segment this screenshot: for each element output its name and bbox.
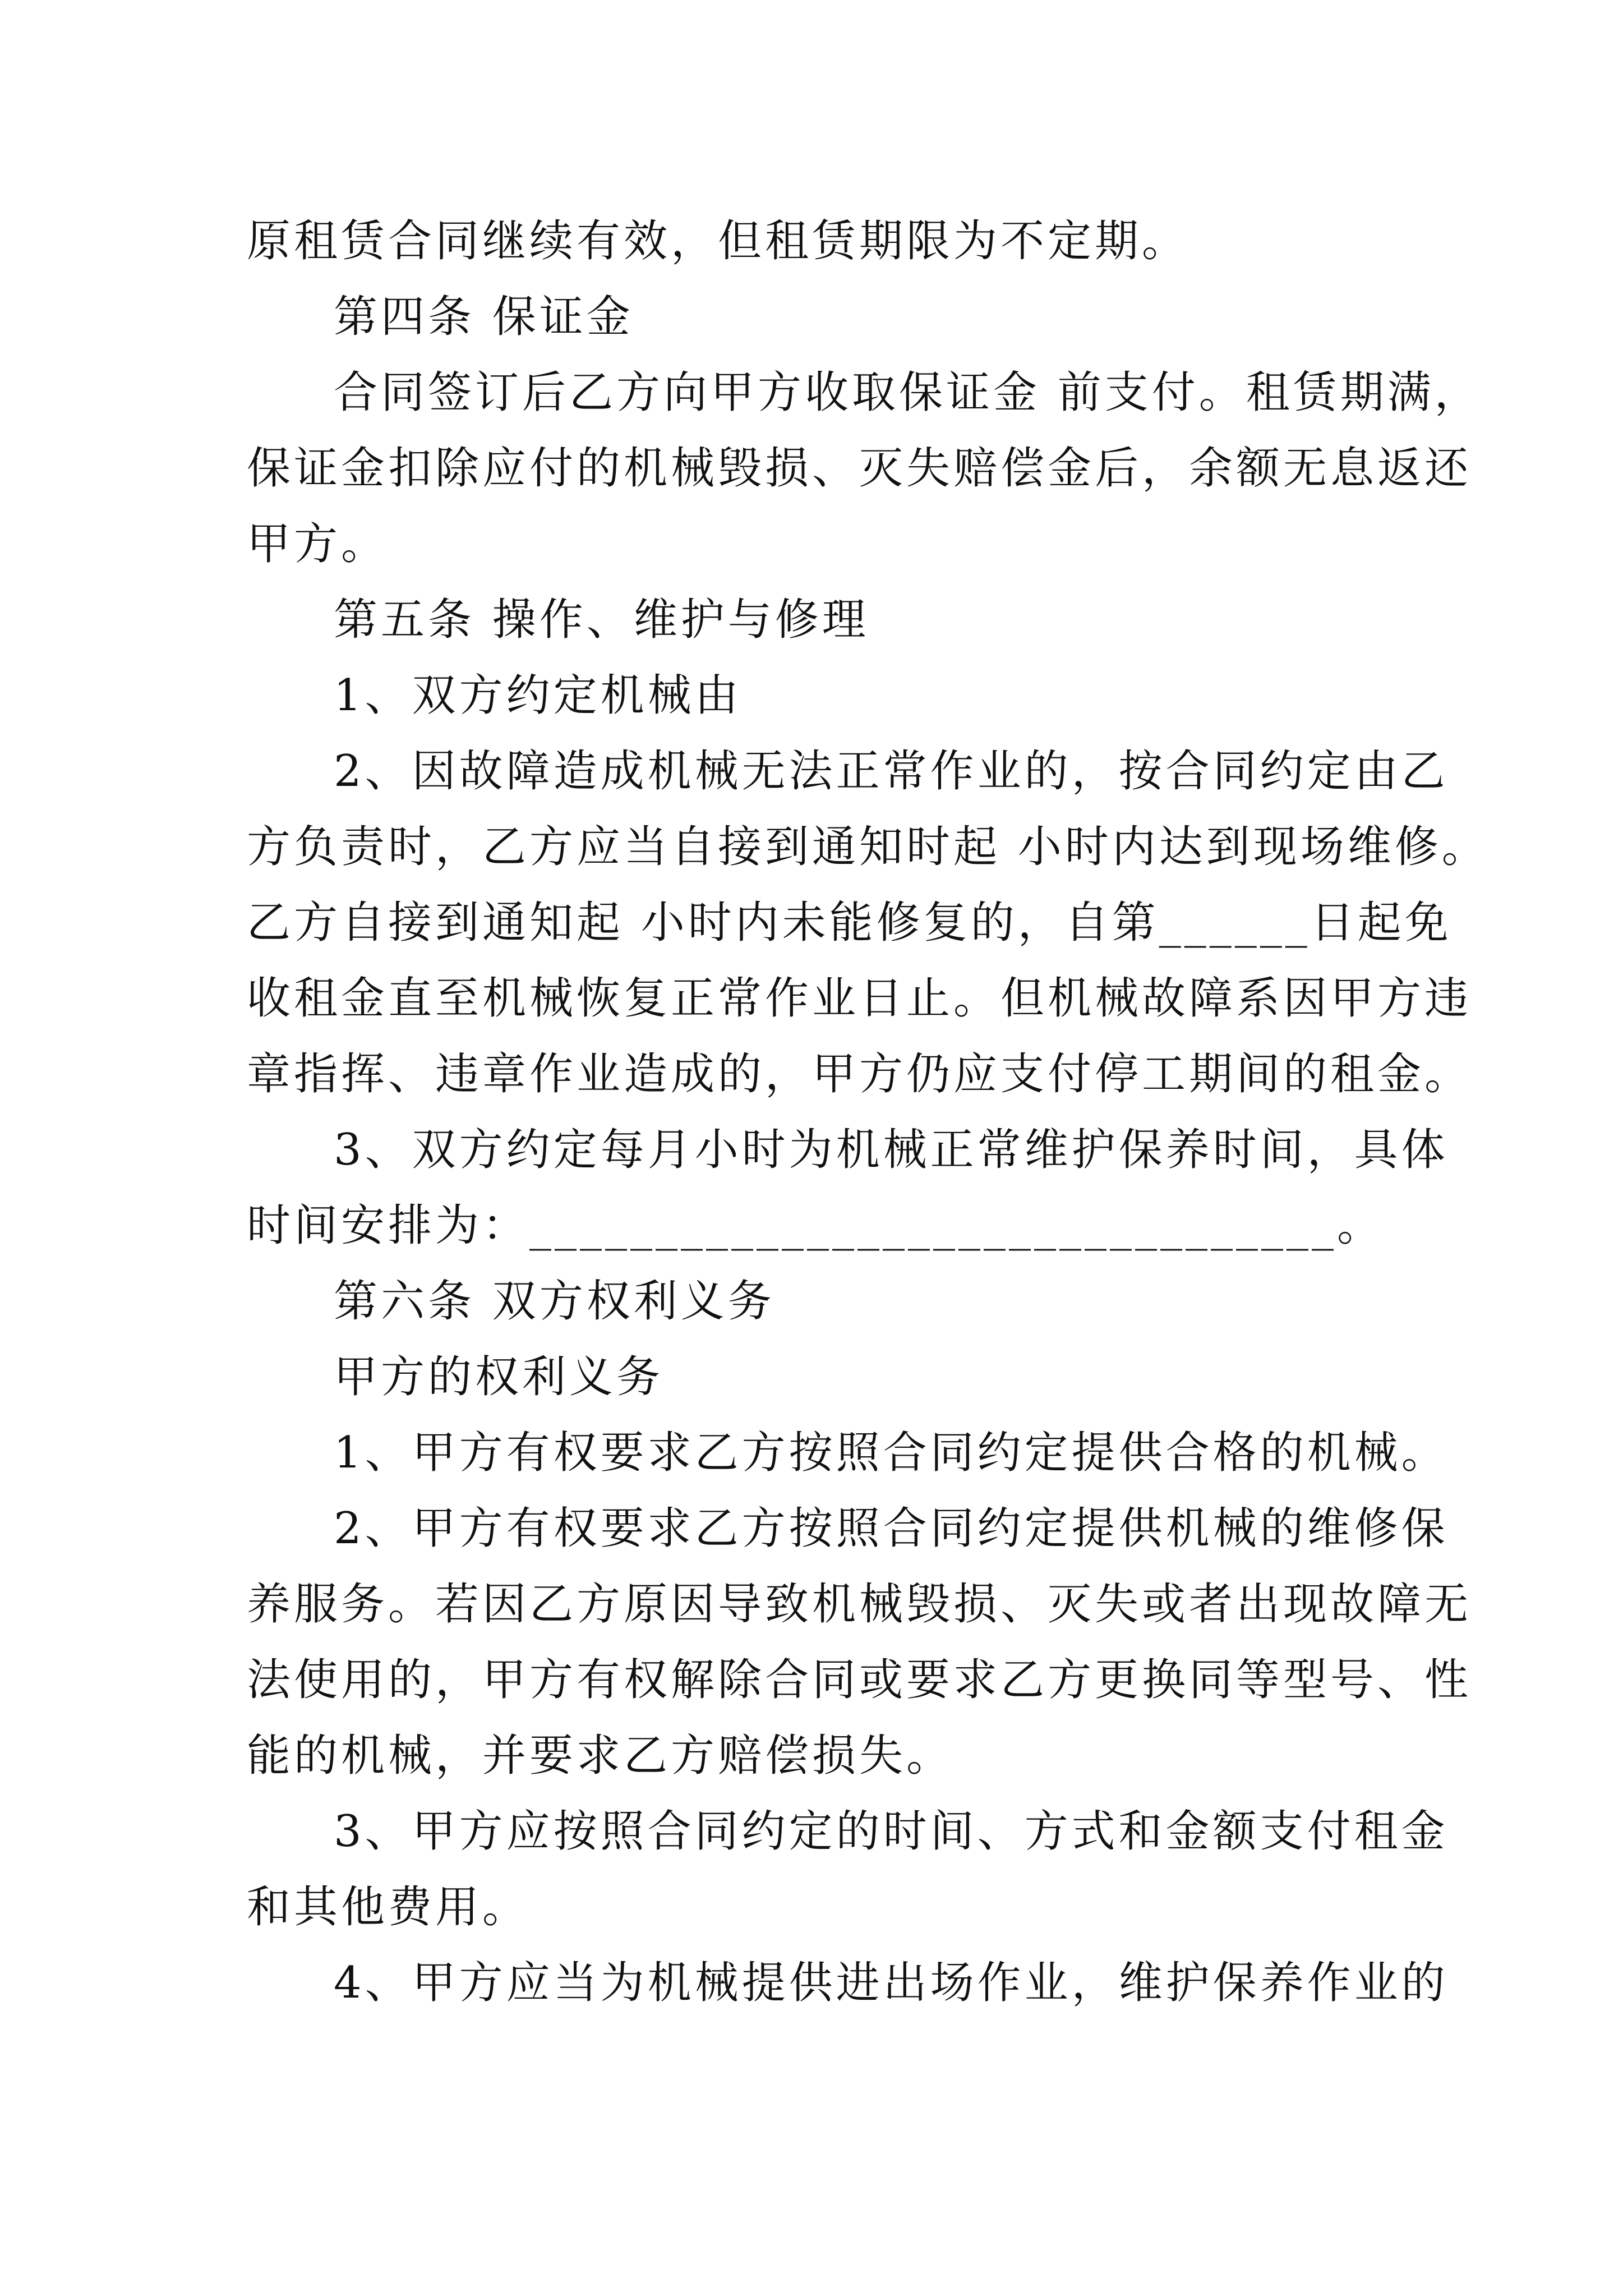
text-line: 章指挥、违章作业造成的，甲方仍应支付停工期间的租金。 <box>247 1049 1472 1099</box>
text-line: 乙方自接到通知起 小时内未能修复的，自第______日起免 <box>247 898 1452 948</box>
text-line: 合同签订后乙方向甲方收取保证金 前支付。租赁期满， <box>334 367 1482 418</box>
text-line: 1、甲方有权要求乙方按照合同约定提供合格的机械。 <box>334 1428 1449 1478</box>
section-heading: 第六条 双方权利义务 <box>334 1276 775 1327</box>
section-heading: 第五条 操作、维护与修理 <box>334 595 869 645</box>
text-line: 和其他费用。 <box>247 1882 530 1932</box>
section-heading: 第四条 保证金 <box>334 292 634 342</box>
text-line: 3、双方约定每月小时为机械正常维护保养时间，具体 <box>334 1125 1449 1175</box>
text-line: 甲方。 <box>247 519 389 569</box>
subsection-heading: 甲方的权利义务 <box>334 1352 664 1402</box>
text-line: 能的机械，并要求乙方赔偿损失。 <box>247 1731 954 1781</box>
text-line: 3、甲方应按照合同约定的时间、方式和金额支付租金 <box>334 1806 1449 1857</box>
text-line: 时间安排为：________________________________。 <box>247 1200 1385 1251</box>
text-line: 收租金直至机械恢复正常作业日止。但机械故障系因甲方违 <box>247 973 1472 1024</box>
text-line: 保证金扣除应付的机械毁损、灭失赔偿金后，余额无息返还 <box>247 443 1472 494</box>
text-line: 法使用的，甲方有权解除合同或要求乙方更换同等型号、性 <box>247 1655 1472 1705</box>
text-line: 2、甲方有权要求乙方按照合同约定提供机械的维修保 <box>334 1503 1449 1554</box>
text-line: 原租赁合同继续有效，但租赁期限为不定期。 <box>247 216 1189 266</box>
text-line: 1、双方约定机械由 <box>334 670 742 721</box>
text-line: 养服务。若因乙方原因导致机械毁损、灭失或者出现故障无 <box>247 1579 1472 1630</box>
text-line: 方负责时，乙方应当自接到通知时起 小时内达到现场维修。 <box>247 822 1489 872</box>
text-line: 2、因故障造成机械无法正常作业的，按合同约定由乙 <box>334 746 1449 797</box>
text-line: 4、甲方应当为机械提供进出场作业，维护保养作业的 <box>334 1958 1449 2008</box>
